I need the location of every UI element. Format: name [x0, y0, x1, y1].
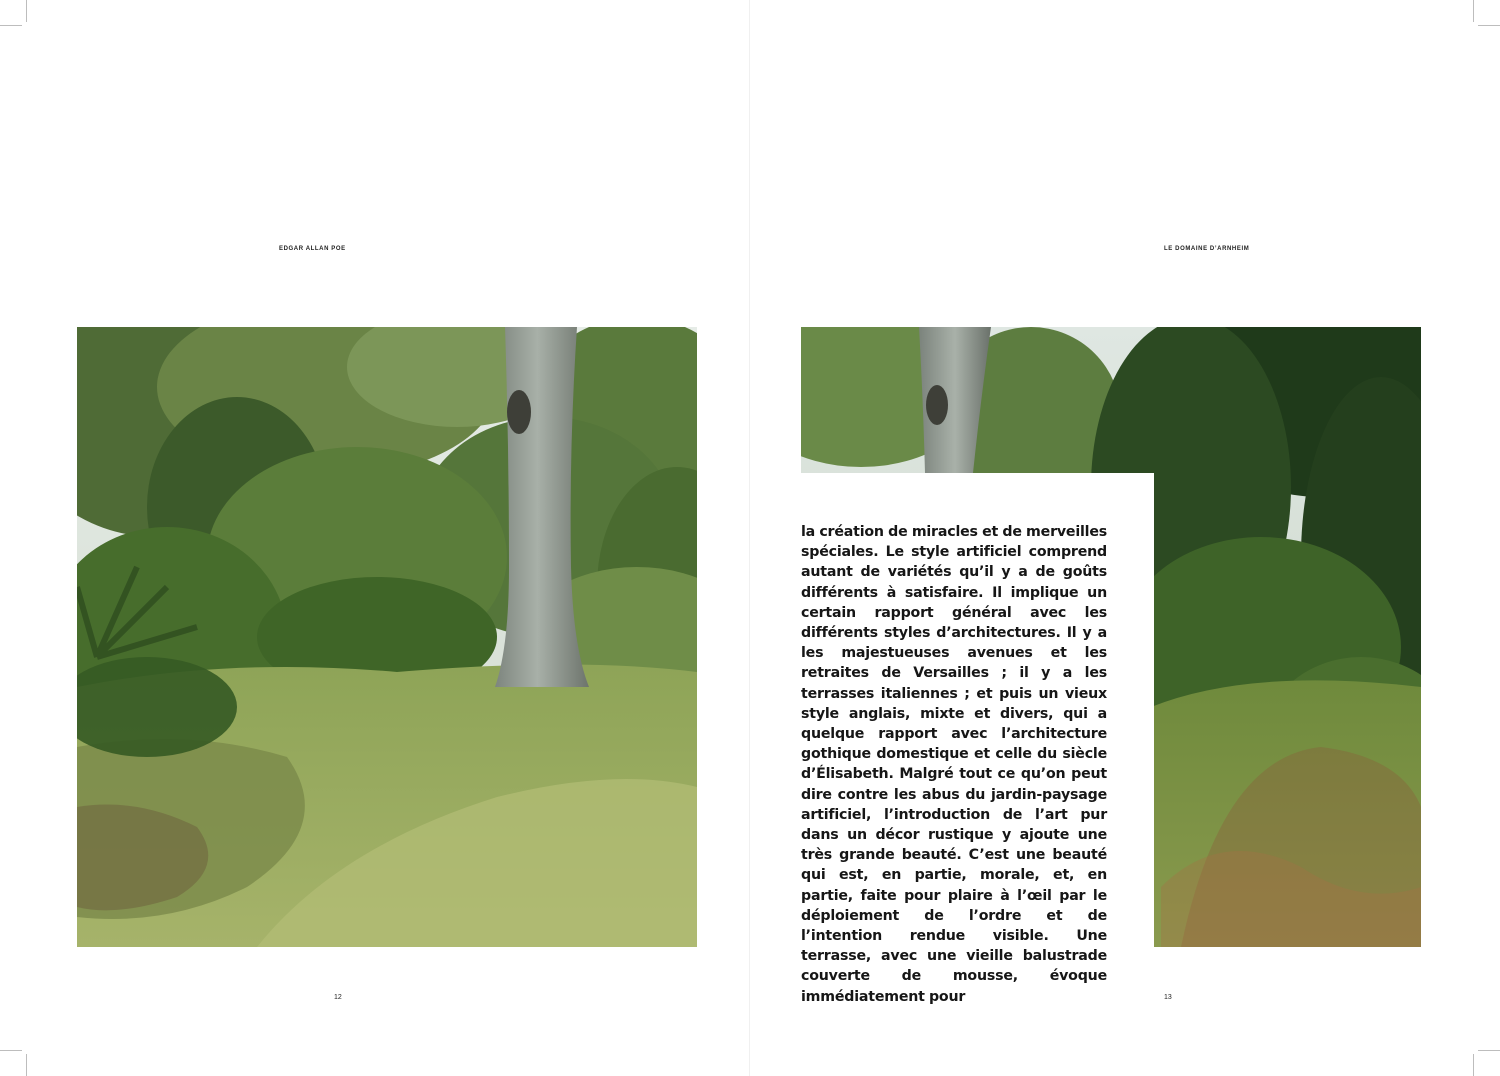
running-head-left: EDGAR ALLAN POE — [279, 246, 346, 252]
page-number-left: 12 — [334, 994, 342, 1001]
left-garden-photo — [77, 327, 697, 947]
page-number-right: 13 — [1164, 994, 1172, 1001]
body-text: la création de miracles et de merveilles spéciales. Le style artificiel comprend autant de variétés qu’il y a de goûts différents à satisfaire. Il implique un certain rapport général avec les différents styles d’architectures. Il y a les majestueuses avenues et les retraites de Versailles ; il y a les terrasses italiennes ; et puis un vieux style anglais, mixte et divers, qui a quelque rapport avec l’architecture gothique domestique et celle du siècle d’Élisabeth. Malgré tout ce qu’on peut dire contre les abus du jardin-paysage artificiel, l’introduction de l’art pur dans un décor rustique y ajoute une très grande beauté. C’est une beauté qui est, en partie, morale, et, en partie, faite pour plaire à l’œil par le déploiement de l’ordre et de l’intention rendue visible. Une terrasse, avec une vieille balustrade couverte de mousse, évoque immédiatement pour — [801, 524, 1107, 1005]
text-block — [801, 473, 1154, 1005]
running-head-right: LE DOMAINE D’ARNHEIM — [1164, 246, 1250, 252]
right-page — [750, 0, 1500, 1076]
garden-photo-icon — [77, 327, 697, 947]
